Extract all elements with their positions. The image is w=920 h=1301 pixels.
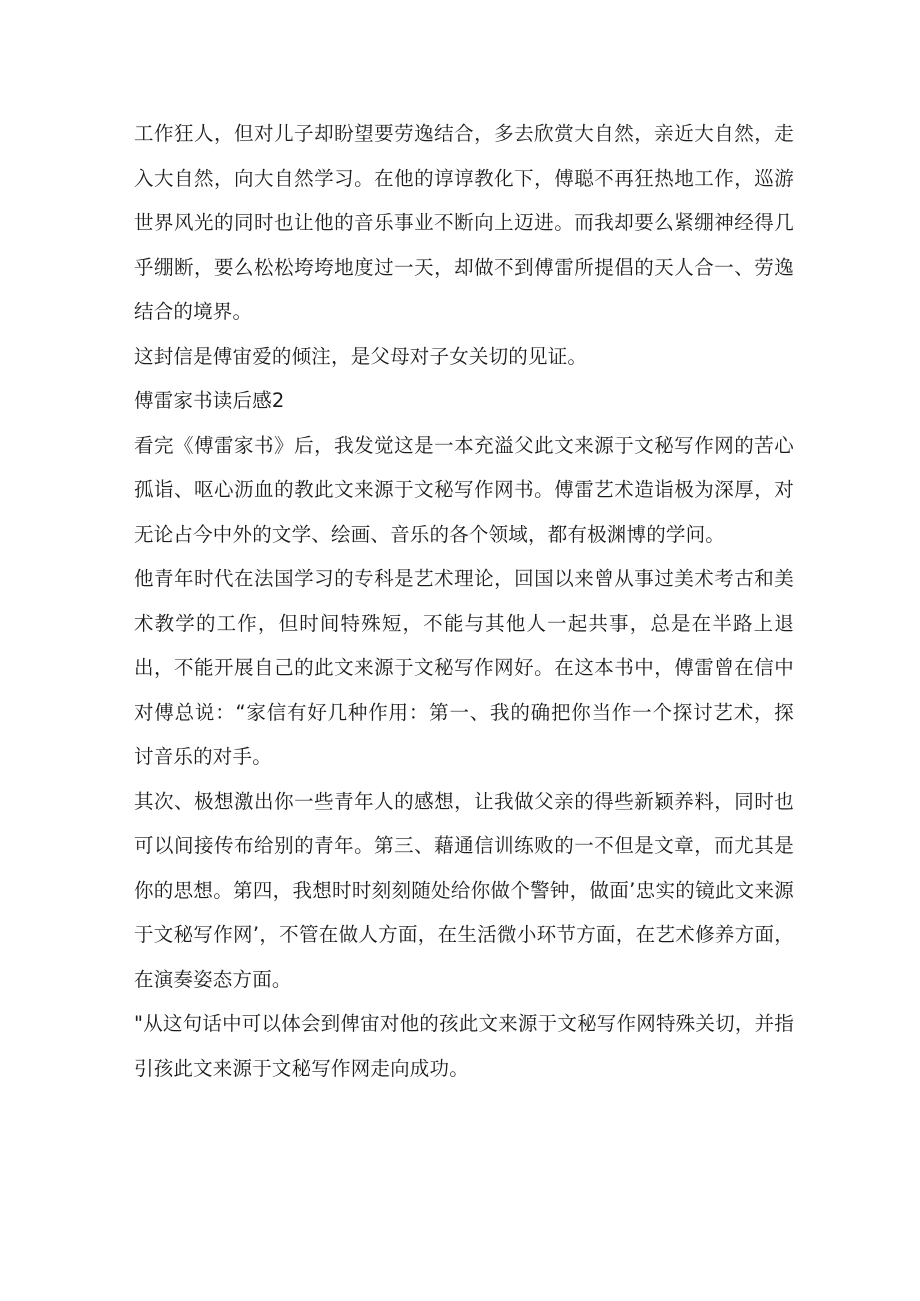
document-body: [134, 112, 794, 1091]
section-heading: 傅雷家书读后感2: [134, 389, 285, 412]
paragraph-2: 这封信是傅宙爱的倾注，是父母对子女关切的见证。: [134, 344, 588, 368]
paragraph-3: 看完《傅雷家书》后，我发觉这是一本充溢父此文来源于文秘写作网的苦心孤诣、呕心沥血的教此文来源于文秘写作网书。傅雷艺术造诣极为深厚，对无论占今中外的文学、绘画、音乐的各个领域，都有极渊博的学问。: [134, 433, 794, 546]
paragraph-4: 他青年时代在法国学习的专科是艺术理论，回国以来曾从事过美术考古和美术教学的工作，但时间特殊短，不能与其他人一起共事，总是在半路上退出，不能开展自己的此文来源于文秘写作网好。在这本书中，傅雷曾在信中对傅总说：“家信有好几种作用：第一、我的确把你当作一个探讨艺术，探讨音乐的对手。: [134, 567, 794, 768]
paragraph-1: 工作狂人，但对儿子却盼望要劳逸结合，多去欣赏大自然，亲近大自然，走入大自然，向大自然学习。在他的谆谆教化下，傅聪不再狂热地工作，巡游世界风光的同时也让他的音乐事业不断向上迈进。而我却要么紧绷神经得几乎绷断，要么松松垮垮地度过一天，却做不到傅雷所提倡的天人合一、劳逸结合的境界。: [134, 122, 794, 323]
paragraph-5: 其次、极想激出你一些青年人的感想，让我做父亲的得些新颖养料，同时也可以间接传布给别的青年。第三、藉通信训练败的一不但是文章，而尤其是你的思想。第四，我想时时刻刻随处给你做个警钟，做面’忠实的镜此文来源于文秘写作网’，不管在做人方面，在生活微小环节方面，在艺术修养方面，在演奏姿态方面。: [134, 789, 794, 991]
paragraph-6: "从这句话中可以体会到俾宙对他的孩此文来源于文秘写作网特殊关切，并指引孩此文来源于文秘写作网走向成功。: [134, 1012, 794, 1080]
